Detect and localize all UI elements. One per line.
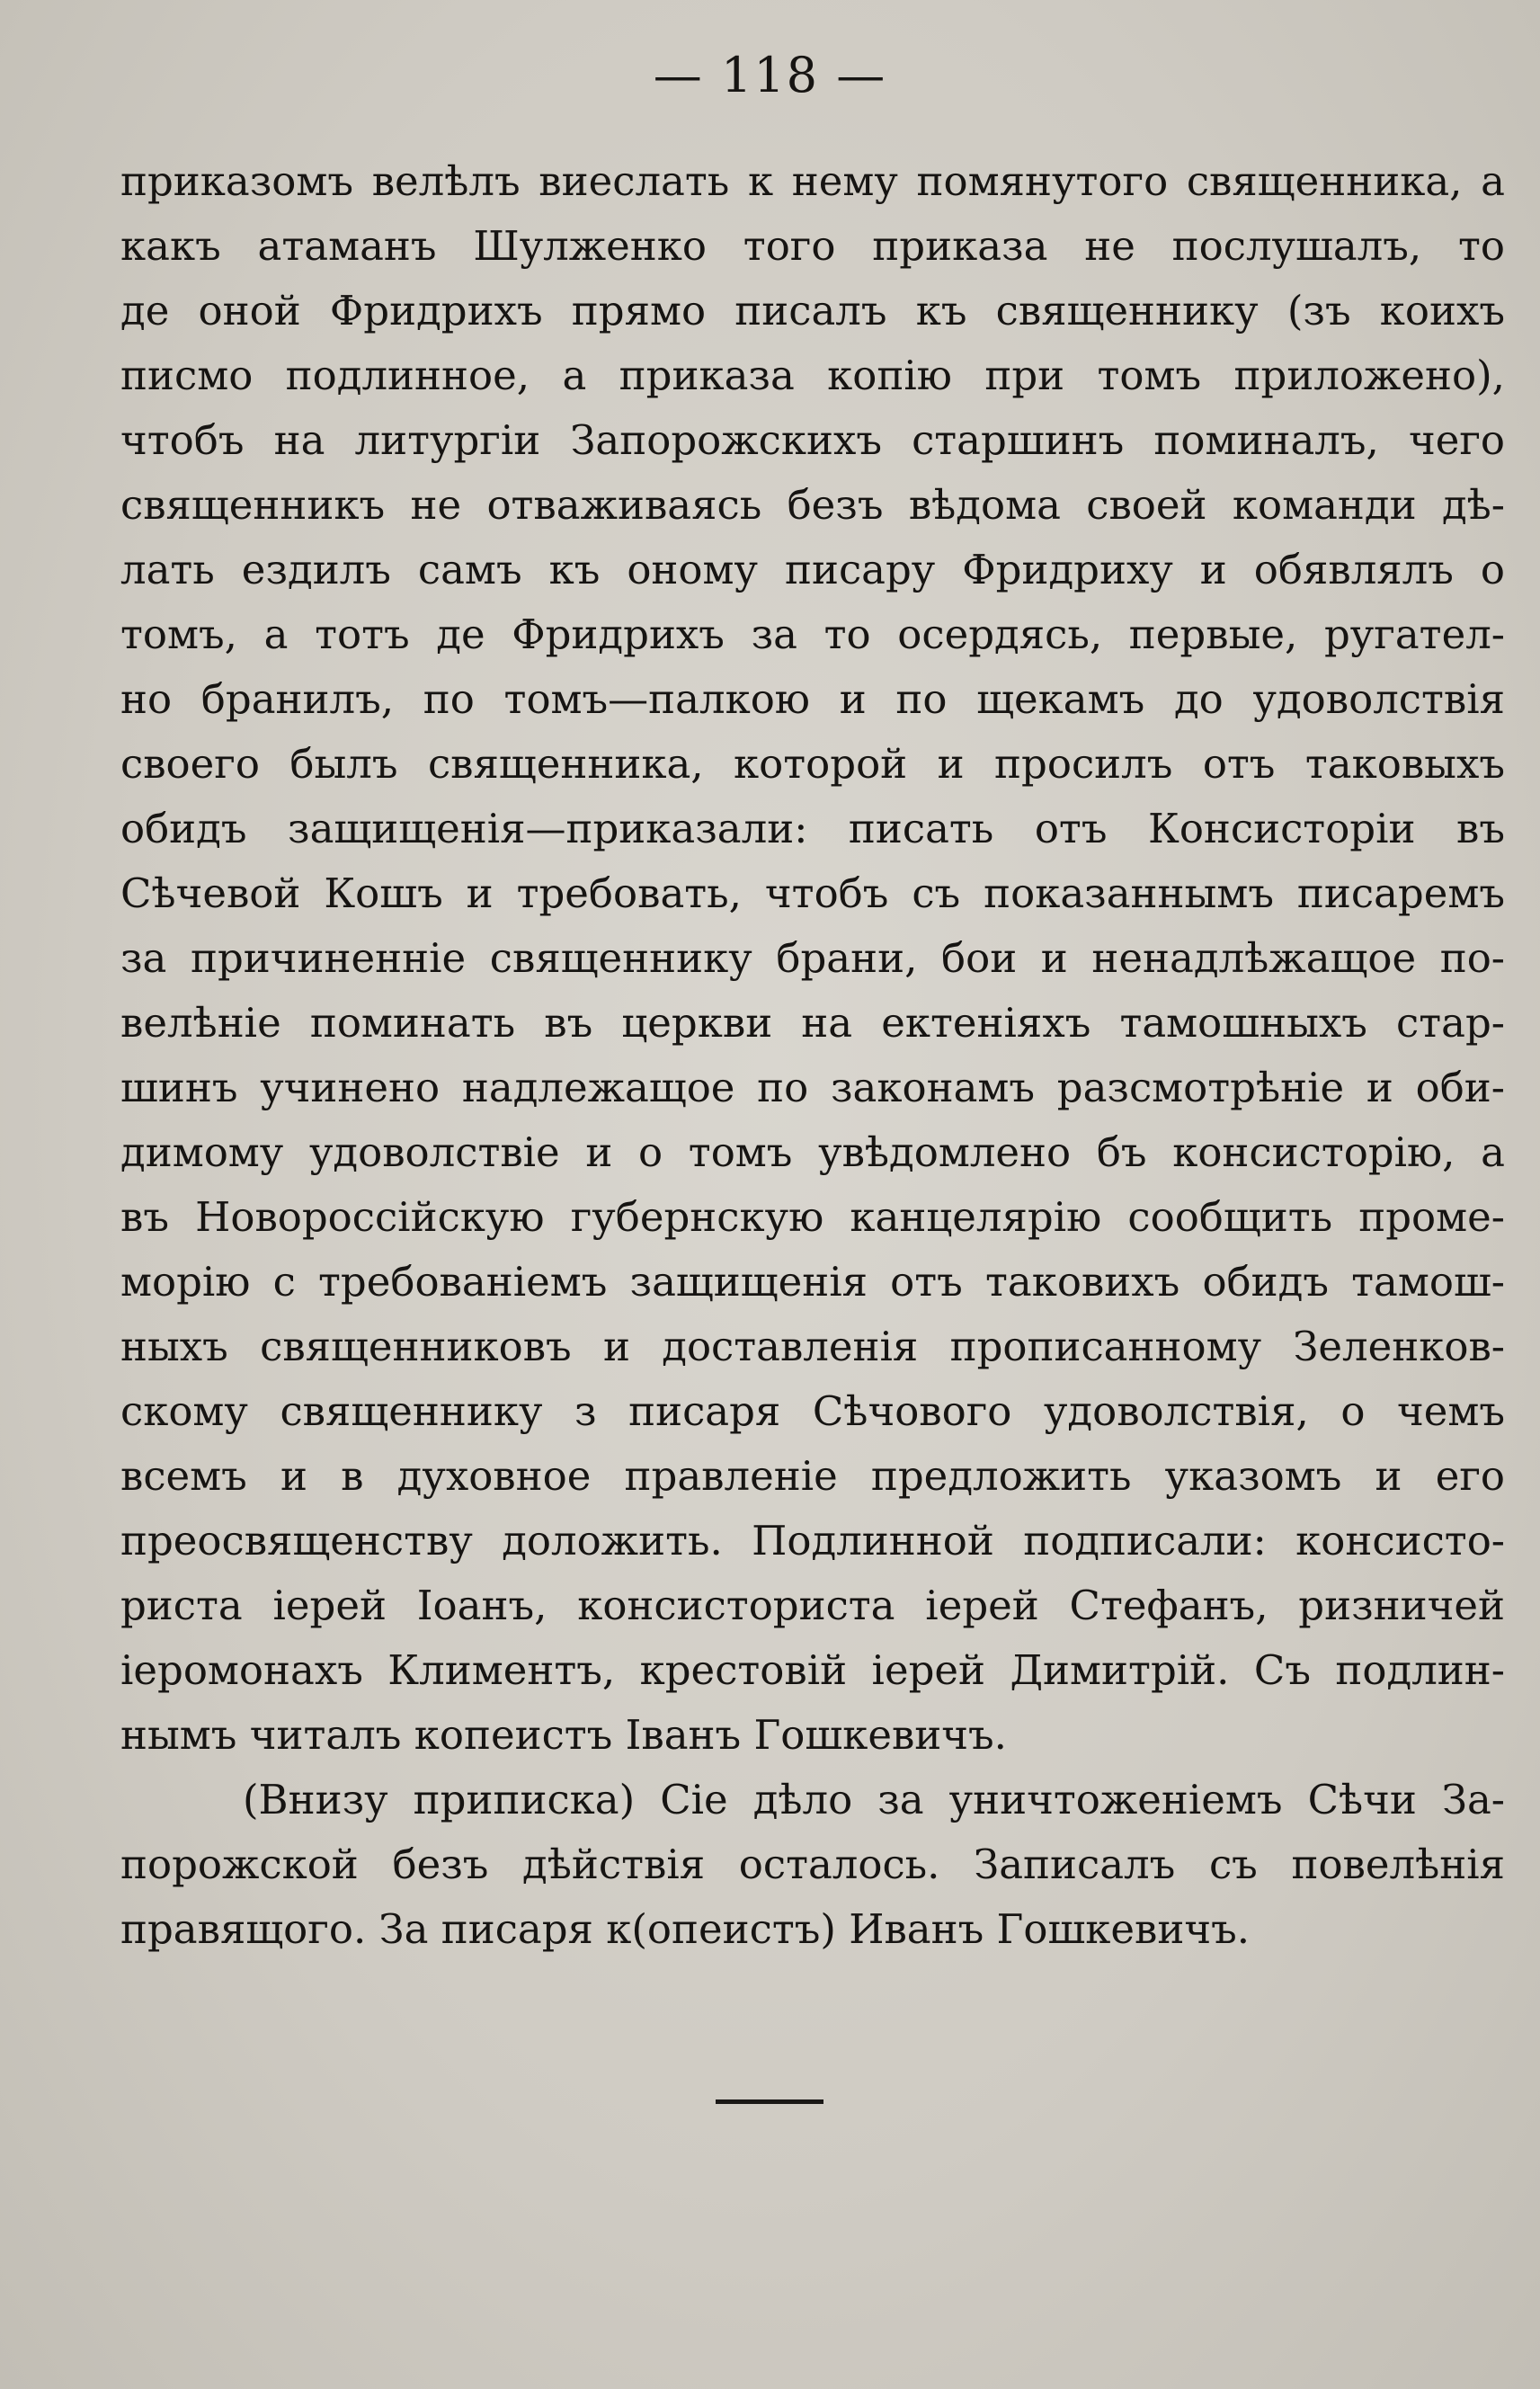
text-line: нымъ читалъ копеистъ Іванъ Гошкевичъ. (120, 1711, 1007, 1759)
body-text (120, 149, 1505, 1962)
text-line: морію с требованіемъ защищенія отъ таковихъ обидъ тамош- (120, 1258, 1505, 1306)
text-line: велѣніе поминать въ церкви на ектеніяхъ тамошныхъ стар- (120, 999, 1505, 1047)
text-line: димому удоволствіе и о томъ увѣдомлено бъ консисторію, а (120, 1128, 1505, 1176)
text-line: писмо подлинное, а приказа копію при томъ приложено), (120, 352, 1505, 399)
text-line: въ Новороссійскую губернскую канцелярію сообщить проме- (120, 1193, 1505, 1241)
postscript-line: порожской безъ дѣйствія осталось. Записалъ съ повелѣнія (120, 1841, 1505, 1888)
text-line: лать ездилъ самъ къ оному писару Фридриху и обявлялъ о (120, 546, 1505, 593)
text-line: всемъ и в духовное правленіе предложить указомъ и его (120, 1452, 1505, 1500)
page-number: — 118 — (653, 47, 887, 103)
text-line: обидъ защищенія—приказали: писать отъ Консисторіи въ (120, 805, 1505, 852)
text-line: приказомъ велѣлъ виеслать к нему помянутого священника, а (120, 157, 1505, 205)
text-line: іеромонахъ Климентъ, крестовій іерей Димитрій. Съ подлин- (120, 1646, 1505, 1694)
text-line: своего былъ священника, которой и просилъ отъ таковыхъ (120, 740, 1505, 788)
text-line: но бранилъ, по томъ—палкою и по щекамъ до удоволствія (120, 675, 1505, 723)
text-line: скому священнику з писаря Сѣчового удоволствія, о чемъ (120, 1387, 1505, 1435)
text-line: чтобъ на литургіи Запорожскихъ старшинъ поминалъ, чего (120, 416, 1505, 464)
postscript-line: (Внизу приписка) Сіе дѣло за уничтоженіемъ Сѣчи За- (243, 1776, 1505, 1823)
text-line: де оной Фридрихъ прямо писалъ къ священнику (зъ коихъ (120, 287, 1505, 334)
text-line: священникъ не отваживаясь безъ вѣдома своей команди дѣ- (120, 481, 1505, 529)
text-line: за причиненніе священнику брани, бои и ненадлѣжащое по- (120, 934, 1505, 982)
text-line: риста іерей Іоанъ, консисториста іерей Стефанъ, ризничей (120, 1582, 1505, 1629)
text-line: ныхъ священниковъ и доставленія прописанному Зеленков- (120, 1323, 1505, 1370)
postscript-line: правящого. За писаря к(опеистъ) Иванъ Гошкевичъ. (120, 1905, 1251, 1953)
text-line: Сѣчевой Кошъ и требовать, чтобъ съ показаннымъ писаремъ (120, 869, 1505, 917)
text-line: шинъ учинено надлежащое по законамъ разсмотрѣніе и оби- (120, 1064, 1505, 1111)
text-line: преосвященству доложить. Подлинной подписали: консисто- (120, 1517, 1505, 1564)
text-line: томъ, а тотъ де Фридрихъ за то осердясь, первые, ругател- (120, 611, 1505, 658)
section-divider (716, 2099, 823, 2104)
text-line: какъ атаманъ Шулженко того приказа не послушалъ, то (120, 222, 1505, 270)
